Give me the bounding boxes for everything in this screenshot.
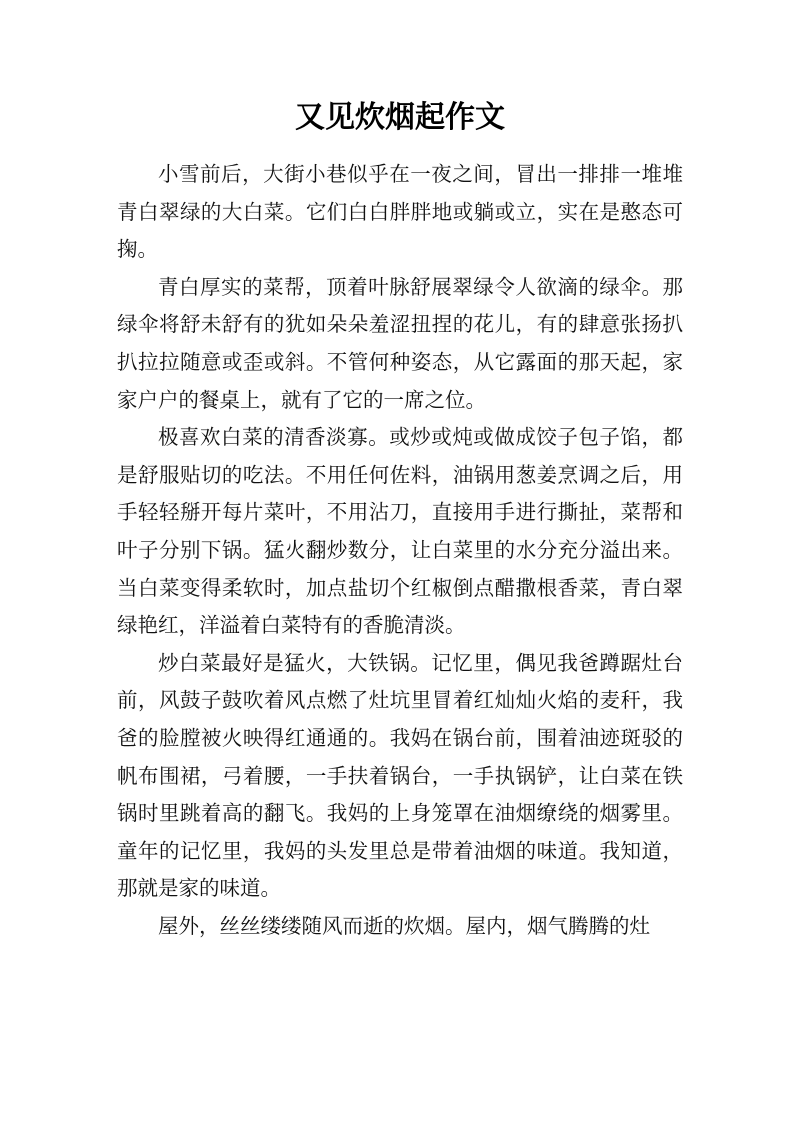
paragraph: 青白厚实的菜帮，顶着叶脉舒展翠绿令人欲滴的绿伞。那绿伞将舒未舒有的犹如朵朵羞涩扭捏的花儿，有的肆意张扬扒扒拉拉随意或歪或斜。不管何种姿态，从它露面的那天起，家家户户的餐桌上，就有了它的一席之位。 [117, 274, 683, 412]
paragraph: 炒白菜最好是猛火，大铁锅。记忆里，偶见我爸蹲踞灶台前，风鼓子鼓吹着风点燃了灶坑里冒着红灿灿火焰的麦秆，我爸的脸膛被火映得红通通的。我妈在锅台前，围着油迹斑驳的帆布围裙，弓着腰，一手扶着锅台，一手执锅铲，让白菜在铁锅时里跳着高的翻飞。我妈的上身笼罩在油烟缭绕的烟雾里。童年的记忆里，我妈的头发里总是带着油烟的味道。我知道，那就是家的味道。 [117, 650, 683, 901]
paragraph: 屋外，丝丝缕缕随风而逝的炊烟。屋内，烟气腾腾的灶 [158, 913, 650, 938]
paragraph: 小雪前后，大街小巷似乎在一夜之间，冒出一排排一堆堆青白翠绿的大白菜。它们白白胖胖地或躺或立，实在是憨态可掬。 [117, 162, 683, 262]
document-body [117, 156, 683, 945]
paragraph: 极喜欢白菜的清香淡寡。或炒或炖或做成饺子包子馅，都是舒服贴切的吃法。不用任何佐料，油锅用葱姜烹调之后，用手轻轻掰开每片菜叶，不用沾刀，直接用手进行撕扯，菜帮和叶子分别下锅。猛火翻炒数分，让白菜里的水分充分溢出来。当白菜变得柔软时，加点盐切个红椒倒点醋撒根香菜，青白翠绿艳红，洋溢着白菜特有的香脆清淡。 [117, 425, 683, 638]
document-title: 又见炊烟起作文 [295, 100, 505, 135]
